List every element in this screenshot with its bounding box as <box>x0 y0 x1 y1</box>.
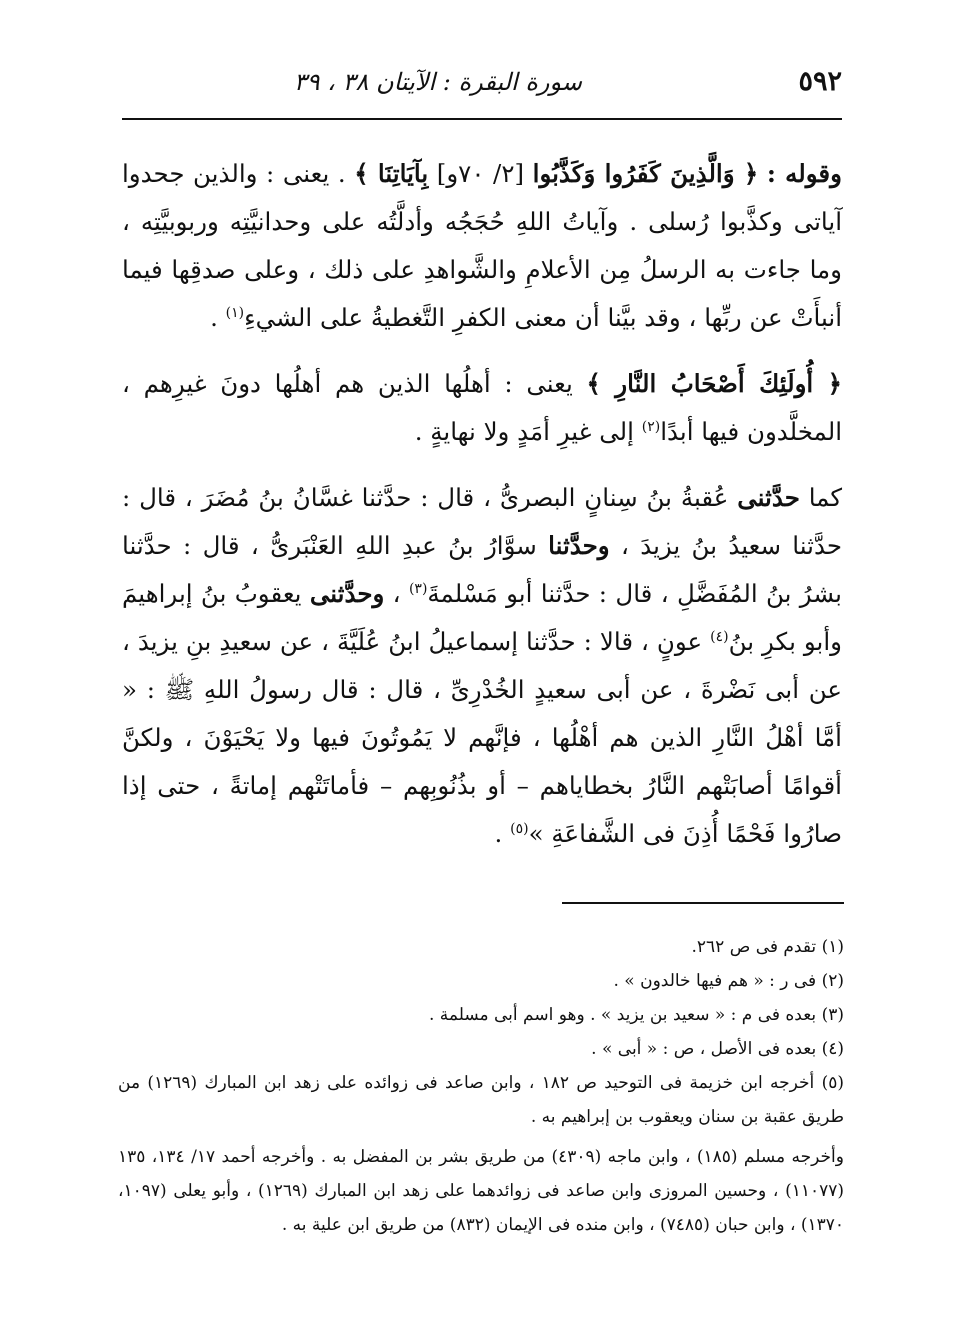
footnote-5-continued: وأخرجه مسلم (١٨٥) ، وابن ماجه (٤٣٠٩) من طريق بشر بن المفضل به . وأخرجه أحمد ١٧/ ١٣٤، ١٣٥ (١١٠٧٧) ، وحسين المروزى وابن صاعد فى زوائدهما على زهد ابن المبارك (١٢٦٩) ، وأبو يعلى (١٠٩٧، ١٣٧٠) ، وابن حبان (٧٤٨٥) ، وابن منده فى الإيمان (٨٣٢) من طريق ابن علية به . <box>118 1147 845 1235</box>
paragraph-text: عونٍ ، قالا : حدَّثنا إسماعيلُ ابنُ عُلَيَّةَ ، عن سعيدِ بنِ يزيدَ ، عن أبى نَضْرةَ ، عن أبى سعيدٍ الخُدْرِىِّ ، قال : قال رسولُ اللهِ ﷺ : « أمَّا أهْلُ النَّارِ الذين هم أهْلُها ، فإنَّهم لا يَمُوتُونَ فيها ولا يَحْيَوْنَ ، ولكنَّ أقوامًا أصابَتْهم النَّارُ بخطاياهم – أو بذُنُوبِهم – فأماتَتْهم إماتةً ، حتى إذا صارُوا فَحْمًا أُذِنَ فى الشَّفاعَةِ » <box>122 627 842 848</box>
quran-quote: ﴿ أُولَئِكَ أَصْحَابُ النَّارِ ﴾ <box>586 369 843 398</box>
page-header <box>122 66 842 106</box>
footnote-3: (٣) بعده فى م : « سعيد بن يزيد » . وهو اسم أبى مسلمة . <box>428 1005 844 1025</box>
footnote-ref: (٥) <box>510 820 529 837</box>
footnote-5: (٥) أخرجه ابن خزيمة فى التوحيد ص ١٨٢ ، وابن صاعد فى زوائده على زهد ابن المبارك (١٢٦٩) من طريق عقبة بن سنان ويعقوب بن إبراهيم به . <box>118 1073 844 1127</box>
paragraph-text: عُقبةُ بنُ سِنانٍ البصرىُّ ، قال : حدَّثنا غسَّانُ بنُ مُضَرَ ، قال : حدَّثنا سعيدُ بنُ يزيدَ ، <box>122 483 842 560</box>
manuscript-ref: [٢/ ٧٠و] <box>436 159 525 188</box>
footnotes <box>118 930 844 1242</box>
quran-quote: بِآيَاتِنَا ﴾ <box>354 159 429 188</box>
keyword: وحدَّثنى <box>309 579 385 608</box>
main-text <box>122 150 842 858</box>
keyword: حدَّثنى <box>737 483 800 512</box>
paragraph-text: يعنى : أهلُها الذين هم أهلُها دونَ غيرِهم ، المخلَّدون فيها أبدًا <box>122 369 842 446</box>
paragraph-text: . <box>494 819 511 848</box>
paragraph-2 <box>122 360 842 456</box>
header-rule <box>122 118 842 120</box>
paragraph-text: كما <box>799 483 842 512</box>
footnote-4: (٤) بعده فى الأصل ، ص : « أبى » . <box>591 1039 844 1059</box>
paragraph-text: سوَّارُ بنُ عبدِ اللهِ العَنْبَرىُّ ، قال : حدَّثنا بشرُ بنُ المُفَضَّلِ ، قال : حدَّثنا أبو مَسْلمةَ <box>122 531 842 608</box>
footnote-1: (١) تقدم فى ص ٢٦٢. <box>691 937 844 957</box>
footnote-ref: (٤) <box>710 628 729 645</box>
footnote-ref: (١) <box>225 304 245 321</box>
paragraph-1 <box>122 150 842 342</box>
paragraph-text: . <box>210 303 226 332</box>
paragraph-text: ، <box>384 579 409 608</box>
paragraph-text: . يعنى : والذين جحدوا آياتى وكذَّبوا رُسلى . وآياتُ اللهِ حُجَجُه وأدلَّتُه على وحدانيَّتِه وربوبيَّتِه ، وما جاءت به الرسلُ مِن الأعلامِ والشَّواهدِ على ذلك ، وعلى صدقِها فيما أنبأَتْ عن ربِّها ، وقد بيَّنا أن معنى الكفرِ التَّغطيةُ على الشيءِ <box>122 159 842 332</box>
paragraph-3 <box>122 474 842 858</box>
footnote-2: (٢) فى ر : « هم فيها خالدون » . <box>613 971 844 991</box>
paragraph-text: إلى غيرِ أمَدٍ ولا نهايةٍ . <box>414 417 642 446</box>
page-number: ٥٩٢ <box>798 66 842 97</box>
footnote-ref: (٢) <box>641 418 661 435</box>
quran-quote: ﴿ وَالَّذِينَ كَفَرُوا وَكَذَّبُوا <box>532 159 759 188</box>
running-title: سورة البقرة : الآيتان ٣٨ ، ٣٩ <box>293 68 582 96</box>
keyword: وحدَّثنا <box>548 531 610 560</box>
paragraph-text: يعقوبُ بنُ إبراهيمَ وأبو بكرِ بنُ <box>122 579 842 656</box>
keyword: وقوله : <box>766 159 842 188</box>
footnote-ref: (٣) <box>408 580 428 597</box>
footnote-separator <box>562 902 844 904</box>
